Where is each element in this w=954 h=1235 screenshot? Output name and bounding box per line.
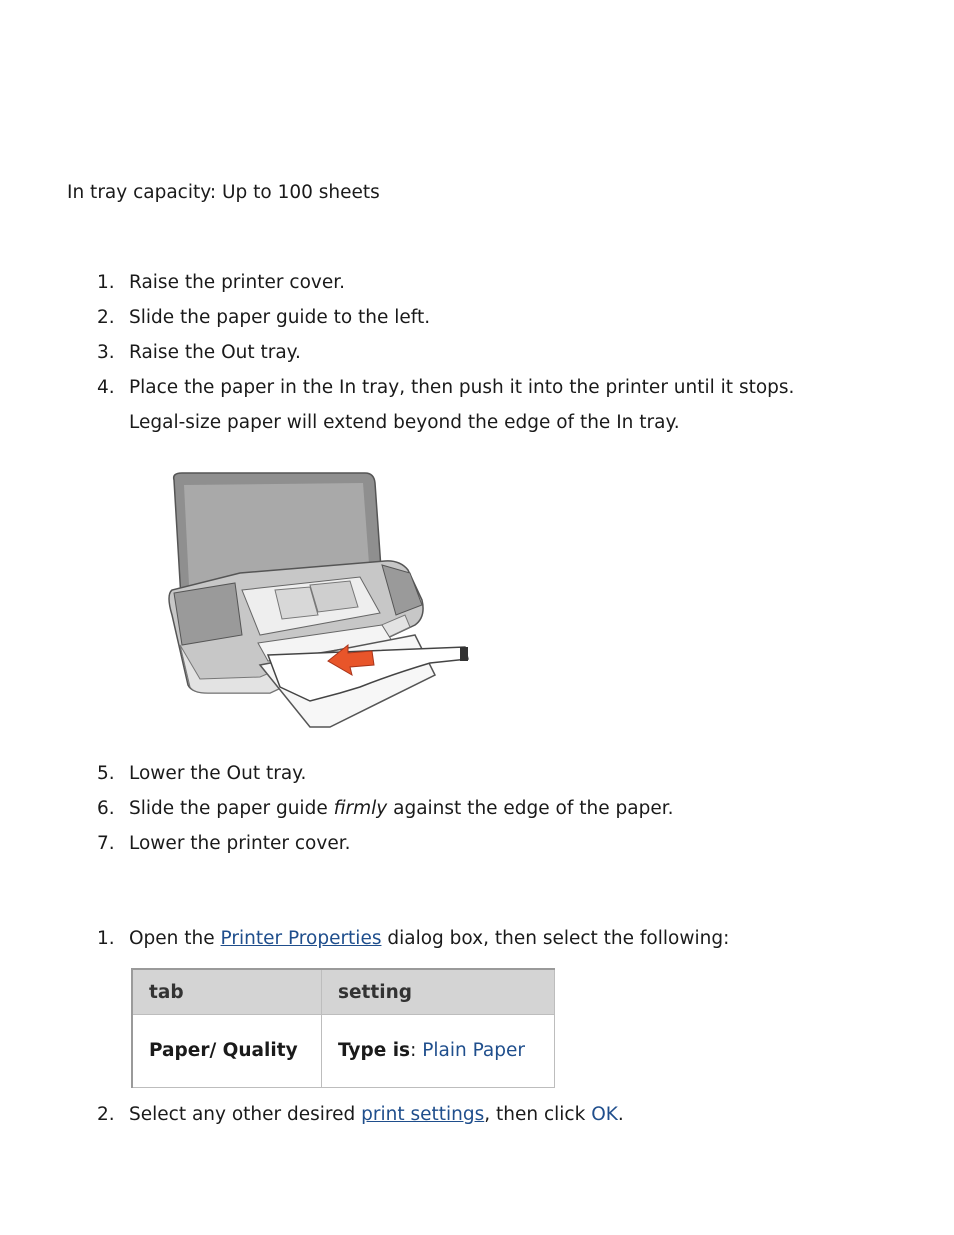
setting-value: Plain Paper bbox=[422, 1040, 525, 1061]
load-step-1 bbox=[0, 270, 954, 305]
print-steps-list bbox=[0, 926, 954, 961]
step-text-middle: , then click bbox=[484, 1104, 592, 1125]
ok-button-label: OK bbox=[591, 1104, 618, 1125]
step-text: Raise the Out tray. bbox=[129, 342, 301, 363]
step-number: 3. bbox=[97, 342, 115, 363]
step-text: Lower the Out tray. bbox=[129, 763, 307, 784]
finish-steps-list bbox=[0, 761, 954, 866]
load-step-2 bbox=[0, 305, 954, 340]
step-text-before: Open the bbox=[129, 928, 221, 949]
header-setting: setting bbox=[322, 969, 555, 1015]
setting-separator: : bbox=[410, 1040, 423, 1061]
step-text: Raise the printer cover. bbox=[129, 272, 346, 293]
step-text: Slide the paper guide to the left. bbox=[129, 307, 431, 328]
in-tray-capacity: In tray capacity: Up to 100 sheets bbox=[67, 182, 380, 203]
step-number: 2. bbox=[97, 1104, 115, 1125]
load-step-5 bbox=[0, 761, 954, 796]
printer-loading-illustration bbox=[160, 465, 480, 735]
step-number: 1. bbox=[97, 928, 115, 949]
setting-label: Type is bbox=[338, 1040, 411, 1061]
table-row bbox=[132, 1015, 555, 1088]
step-number: 6. bbox=[97, 798, 115, 819]
step-text-emphasis: firmly bbox=[333, 798, 388, 819]
load-steps-list bbox=[0, 270, 954, 410]
load-step-6 bbox=[0, 796, 954, 831]
step-number: 4. bbox=[97, 377, 115, 398]
legal-size-note: Legal-size paper will extend beyond the edge of the In tray. bbox=[129, 412, 680, 433]
table-header-row bbox=[132, 969, 555, 1015]
step-text-after: dialog box, then select the following: bbox=[381, 928, 730, 949]
print-settings-link[interactable]: print settings bbox=[361, 1104, 485, 1125]
load-step-7 bbox=[0, 831, 954, 866]
step-number: 7. bbox=[97, 833, 115, 854]
step-number: 1. bbox=[97, 272, 115, 293]
step-number: 2. bbox=[97, 307, 115, 328]
print-step-2 bbox=[0, 1102, 954, 1137]
step-text-before: Slide the paper guide bbox=[129, 798, 334, 819]
cell-tab: Paper/ Quality bbox=[132, 1015, 322, 1088]
printer-left-panel bbox=[174, 583, 242, 645]
cell-setting bbox=[322, 1015, 555, 1088]
header-tab: tab bbox=[132, 969, 322, 1015]
step-text-after: against the edge of the paper. bbox=[387, 798, 674, 819]
step-text: Place the paper in the In tray, then push it into the printer until it stops. bbox=[129, 377, 795, 398]
printer-properties-link[interactable]: Printer Properties bbox=[220, 928, 382, 949]
step-number: 5. bbox=[97, 763, 115, 784]
load-step-4 bbox=[0, 375, 954, 410]
step-text: Lower the printer cover. bbox=[129, 833, 351, 854]
print-step-1 bbox=[0, 926, 954, 961]
step-text-before: Select any other desired bbox=[129, 1104, 362, 1125]
step-text-after: . bbox=[617, 1104, 624, 1125]
load-step-3 bbox=[0, 340, 954, 375]
print-steps-list-continued bbox=[0, 1102, 954, 1137]
settings-table bbox=[131, 968, 555, 1088]
